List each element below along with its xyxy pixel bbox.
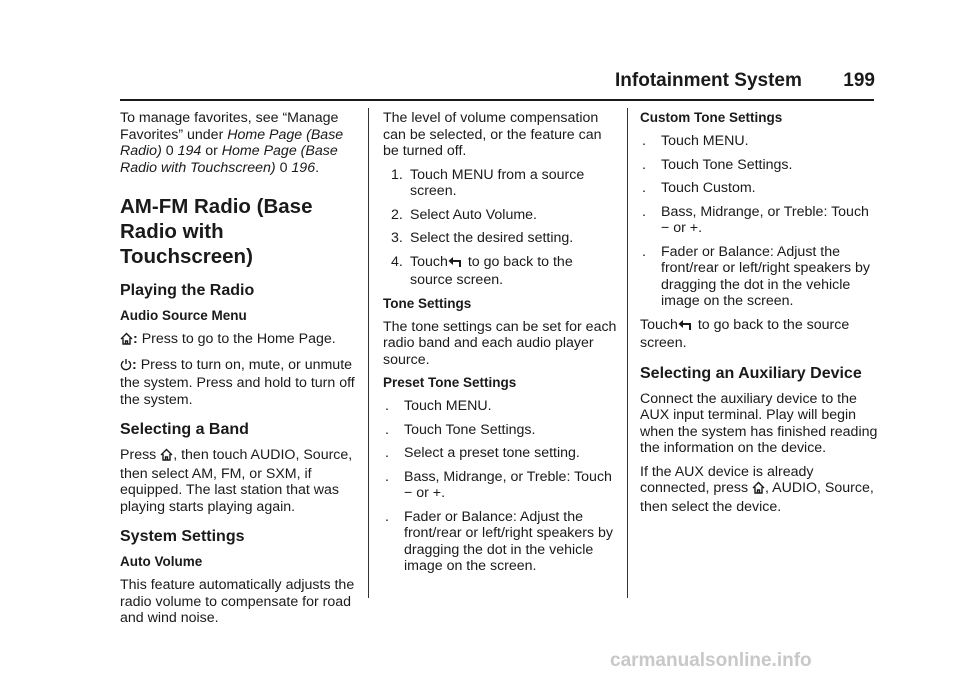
bullet: .: [642, 203, 646, 220]
list-item: [640, 180, 880, 197]
bullet: .: [385, 468, 389, 485]
aux-paragraph: Connect the auxiliary device to the AUX input terminal. Play will begin when the system has finished reading the information on the device.: [640, 390, 878, 456]
heading-system-settings: System Settings: [120, 528, 245, 545]
home-colon: :: [133, 331, 138, 347]
step-number: 4.: [391, 253, 403, 270]
column-1: [120, 110, 360, 634]
xref-home-base[interactable]: Home Page (Base Radio): [120, 126, 344, 159]
band-press: Press: [120, 447, 157, 463]
list-item: [640, 244, 880, 310]
xref-page-194[interactable]: 194: [177, 143, 202, 159]
step-text: Select Auto Volume.: [410, 206, 537, 223]
aux-connected-text: , AUDIO, Source, then select the device.: [640, 480, 874, 515]
list-item: [383, 469, 619, 502]
step-number: 3.: [391, 230, 403, 246]
step-number: 1.: [391, 166, 403, 183]
list-item: [383, 445, 619, 462]
heading-auxiliary-device: Selecting an Auxiliary Device: [640, 364, 862, 382]
tone-text: The tone settings can be set for each radio band and each audio player source.: [383, 318, 617, 368]
heading-am-fm-radio: AM-FM Radio (Base Radio with Touchscreen): [120, 195, 313, 268]
heading-tone-settings: Tone Settings: [383, 295, 472, 311]
heading-playing-radio: Playing the Radio: [120, 282, 255, 299]
bullet: .: [385, 421, 389, 438]
watermark: carmanualsonline.info: [610, 650, 812, 671]
bullet-text: Fader or Balance: Adjust the front/rear or left/right speakers by dragging the dot in the vehicle image on the screen.: [404, 508, 613, 574]
home-description: [120, 331, 360, 350]
bullet: .: [642, 156, 646, 173]
list-item: [640, 157, 880, 174]
sentence-end: .: [315, 159, 320, 176]
header-rule: [120, 99, 874, 101]
band-text: , then touch AUDIO, Source, then select AM, FM, or SXM, if equipped. The last station that was playing starts playing again.: [120, 447, 353, 515]
back-icon: [678, 318, 694, 336]
bullet-text: Touch Custom.: [661, 180, 756, 196]
step-pre: Touch: [410, 253, 448, 270]
heading-custom-tone: Custom Tone Settings: [640, 110, 783, 125]
band-paragraph: [120, 447, 360, 515]
heading-audio-source-menu: Audio Source Menu: [120, 308, 247, 323]
page-ref-symbol: 0: [165, 143, 174, 159]
bullet-text: Bass, Midrange, or Treble: Touch − or +.: [661, 203, 869, 236]
aux-connected-pre: If the AUX device is already connected, press: [640, 463, 814, 496]
list-item: [383, 422, 619, 439]
list-item: [383, 207, 619, 224]
power-icon: [120, 358, 132, 376]
bullet-text: Touch Tone Settings.: [404, 421, 536, 438]
step-number: 2.: [391, 206, 403, 223]
step-text: Touch MENU from a source screen.: [410, 166, 585, 199]
page-number: 199: [843, 70, 875, 91]
bullet: .: [385, 508, 389, 525]
list-item: [383, 230, 619, 247]
bullet-text: Touch MENU.: [404, 398, 492, 414]
column-divider-1: [368, 108, 369, 598]
column-3: [640, 110, 880, 522]
home-icon: [752, 481, 765, 499]
back-paragraph: [640, 317, 880, 352]
bullet-text: Select a preset tone setting.: [404, 445, 580, 461]
bullet: .: [642, 133, 646, 149]
power-text: Press to turn on, mute, or unmute the system. Press and hold to turn off the system.: [120, 356, 355, 408]
bullet-text: Fader or Balance: Adjust the front/rear or left/right speakers by dragging the dot in the vehicle image on the screen.: [661, 243, 870, 309]
home-text: Press to go to the Home Page.: [141, 331, 336, 347]
page-header: [615, 70, 875, 98]
heading-auto-volume: Auto Volume: [120, 554, 203, 569]
xref-home-touchscreen[interactable]: Home Page (Base Radio with Touchscreen): [120, 143, 338, 176]
or-text: or: [205, 143, 218, 159]
home-icon: [120, 332, 133, 350]
column-divider-2: [627, 108, 628, 598]
bullet: .: [385, 445, 389, 461]
step-text: to go back to the source screen.: [410, 253, 573, 288]
list-item: [383, 398, 619, 415]
step-text: Select the desired setting.: [410, 230, 574, 246]
xref-page-196[interactable]: 196: [291, 159, 316, 176]
list-item: [640, 133, 880, 150]
heading-selecting-band: Selecting a Band: [120, 421, 249, 438]
page-ref-symbol: 0: [279, 159, 288, 176]
favorites-paragraph: [120, 110, 360, 176]
list-item: [640, 204, 880, 237]
column-2: [383, 110, 619, 582]
power-colon: :: [132, 356, 137, 373]
list-item: [383, 509, 619, 575]
aux-connected-paragraph: [640, 464, 880, 516]
section-title: Infotainment System: [615, 70, 802, 91]
list-item: [383, 167, 619, 200]
bullet: .: [385, 398, 389, 414]
home-icon: [160, 448, 173, 466]
bullet-text: Touch MENU.: [661, 133, 749, 149]
bullet-text: Bass, Midrange, or Treble: Touch − or +.: [404, 468, 612, 501]
favorites-intro: To manage favorites, see “Manage Favorites” under: [120, 110, 339, 143]
power-description: [120, 357, 360, 409]
bullet-text: Touch Tone Settings.: [661, 156, 793, 173]
back-icon: [448, 255, 464, 273]
auto-volume-text: This feature automatically adjusts the radio volume to compensate for road and wind noise.: [120, 577, 355, 626]
bullet: .: [642, 180, 646, 196]
heading-preset-tone: Preset Tone Settings: [383, 375, 517, 390]
volume-level-text: The level of volume compensation can be selected, or the feature can be turned off.: [383, 110, 602, 159]
back-text: to go back to the source screen.: [640, 316, 850, 351]
list-item: [383, 254, 619, 289]
bullet: .: [642, 243, 646, 260]
back-pre: Touch: [640, 316, 678, 333]
